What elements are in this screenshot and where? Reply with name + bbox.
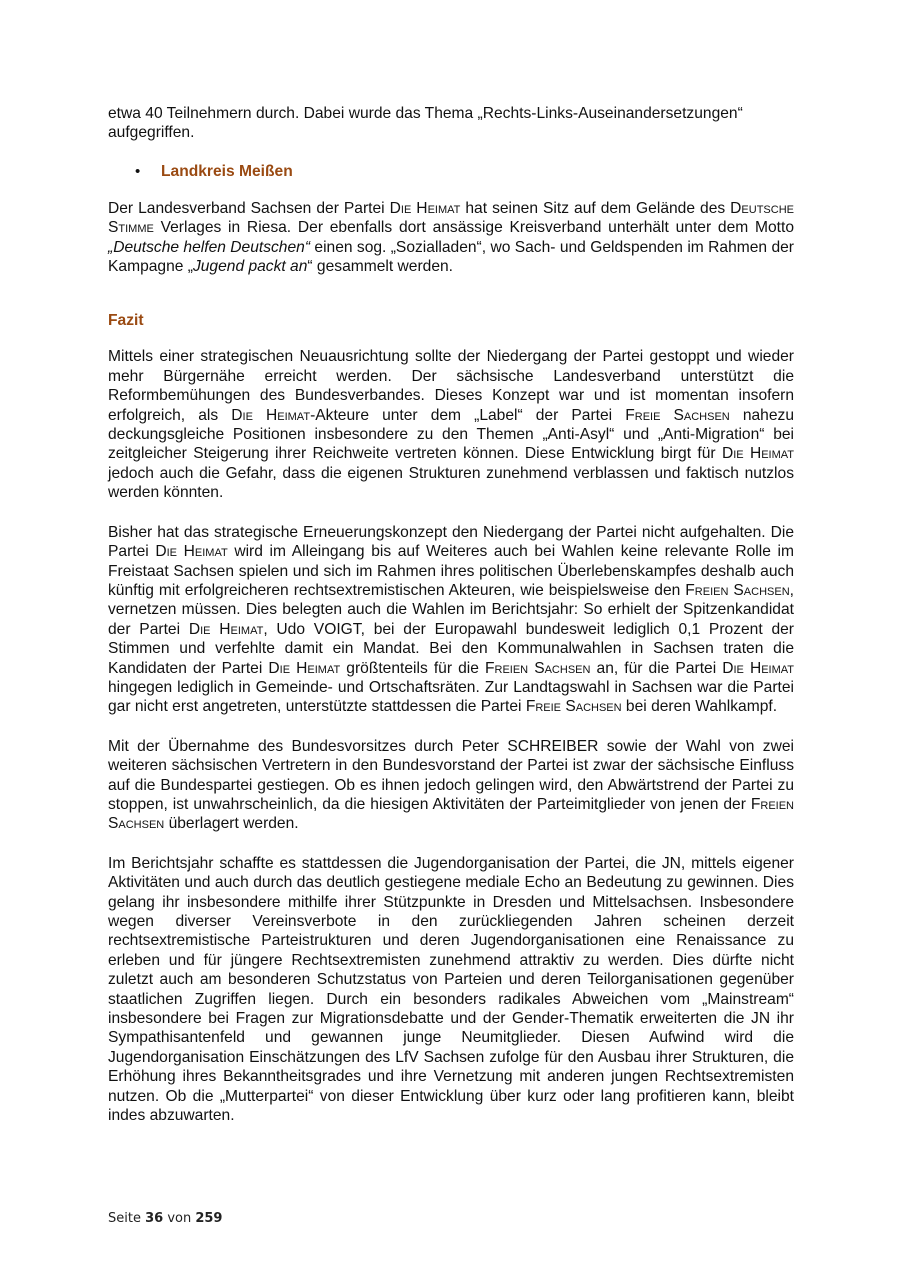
text-run: jedoch auch die Gefahr, dass die eigenen Strukturen zunehmend verblassen und faktisch nutzlos werden könnten. (108, 464, 794, 502)
publisher-name: Deutsche Stimme (108, 199, 794, 237)
text-run: Mit der Übernahme des Bundesvorsitzes durch Peter SCHREIBER sowie der Wahl von zwei weiteren sächsischen Vertretern in den Bundesvorstand der Partei ist zwar der sächsische Einfluss auf die Bundespartei gestiegen. Ob es ihnen jedoch gelingen wird, den Abwärtstrend der Partei zu stoppen, ist unwahrscheinlich, da die hiesigen Aktivitäten der Parteimitglieder von jenen der (108, 737, 794, 813)
text-run: Verlages in Riesa. Der ebenfalls dort ansässige Kreisverband unterhält unter dem Motto (153, 219, 794, 237)
page-number: 36 (145, 1211, 164, 1226)
paragraph-4 (108, 854, 794, 1126)
paragraph-1 (108, 347, 794, 502)
fazit-heading: Fazit (108, 312, 144, 330)
text-run: , vernetzen müssen. Dies belegten auch die Wahlen im Berichtsjahr: So erhielt der Spitzenkandidat der Partei (108, 581, 794, 638)
text-run: -Akteure unter dem „Label“ der Partei (310, 406, 626, 424)
text-run: nahezu deckungsgleiche Positionen insbesondere zu den Themen „Anti-Asyl“ und „Anti-Migration“ bei zeitgleicher Steigerung ihrer Reichweite vertreten können. Diese Entwicklung birgt für (108, 406, 794, 463)
text-run: wird im Alleingang bis auf Weiteres auch bei Wahlen keine relevante Rolle im Freistaat Sachsen spielen und sich im Rahmen ihres politischen Überlebenskampfes deshalb auch künftig mit erfolgreicheren rechtsextremistischen Akteuren, wie beispielsweise den (108, 543, 794, 599)
text-run: , Udo VOIGT, bei der Europawahl bundesweit lediglich 0,1 Prozent der Stimmen und verfehlte damit ein Mandat. Bei den Kommunalwahlen in Sachsen traten die Kandidaten der Partei (108, 620, 794, 677)
party-name: Freie Sachsen (525, 698, 622, 716)
paragraph-2 (108, 523, 794, 717)
text-run: größtenteils für die (340, 659, 485, 677)
bullet-icon: • (135, 163, 141, 181)
text-run: bei deren Wahlkampf. (621, 698, 778, 716)
document-page (108, 104, 794, 1125)
footer-middle: von (163, 1211, 196, 1226)
page-footer (108, 1211, 222, 1226)
text-run: hat seinen Sitz auf dem Gelände des (460, 199, 731, 217)
paragraph-3 (108, 737, 794, 834)
party-name: Freien Sachsen (108, 795, 794, 833)
party-name: Die Heimat (231, 406, 311, 424)
text-run: überlagert werden. (164, 815, 299, 833)
section-heading: Landkreis Meißen (161, 162, 293, 180)
party-name: Die Heimat (268, 659, 341, 677)
party-name: Die Heimat (721, 445, 795, 463)
text-run: “ gesammelt werden. (307, 258, 454, 276)
campaign-name: Jugend packt an (192, 258, 308, 276)
page-total: 259 (195, 1211, 223, 1226)
text-run: einen sog. „Sozialladen“, wo Sach- und Geldspenden im Rahmen der Kampagne „ (108, 238, 794, 276)
section-bullet (135, 163, 794, 181)
text-run: Im Berichtsjahr schaffte es stattdessen die Jugendorganisation der Partei, die JN, mittels eigener Aktivitäten und auch durch das deutlich gestiegene mediale Echo an Bedeutung zu gewinnen. Dies gelang ihr insbesondere mithilfe ihrer Stützpunkte in Dresden und Mittelsachsen. Insbesondere wegen diverser Vereinsverbote in den zurückliegenden Jahren scheinen derzeit rechtsextremistische Parteistrukturen und deren Jugendorganisationen eine Renaissance zu erleben und für jüngere Rechtsextremisten zunehmend attraktiv zu werden. Dies dürfte nicht zuletzt auch am besonderen Schutzstatus von Parteien und deren Teilorganisationen gegenüber staatlichen Zugriffen liegen. Durch ein besonders radikales Abweichen vom „Mainstream“ insbesondere bei Fragen zur Migrationsdebatte und der Gender-Thematik erweiterten die JN ihr Sympathisantenfeld und gewannen junge Neumitglieder. Diesen Aufwind wird die Jugendorganisation Einschätzungen des LfV Sachsen zufolge für den Ausbau ihrer Strukturen, die Erhöhung ihres Bekanntheitsgrades und ihre Vernetzung mit anderen jungen Rechtsextremisten nutzen. Ob die „Mutterpartei“ von dieser Entwicklung über kurz oder lang profitieren kann, bleibt indes abzuwarten. (108, 854, 794, 1125)
party-name: Die Heimat (389, 199, 461, 217)
text-run: an, für die Partei (590, 659, 723, 677)
party-name: Die Heimat (188, 620, 264, 638)
party-name: Freie Sachsen (625, 406, 730, 424)
party-name: Freien Sachsen (484, 659, 591, 677)
party-name: Freien Sachsen (685, 581, 790, 599)
text-run: Mittels einer strategischen Neuausrichtung sollte der Niedergang der Partei gestoppt und wieder mehr Bürgernähe erreicht werden. Der sächsische Landesverband unterstützt die Reformbemühungen des Bundesverbandes. Dieses Konzept war und ist momentan insofern erfolgreich, als (108, 348, 794, 424)
footer-prefix: Seite (108, 1211, 146, 1226)
text-run: Der Landesverband Sachsen der Partei (108, 199, 390, 217)
party-name: Die Heimat (155, 543, 228, 561)
party-name: Die Heimat (722, 659, 795, 677)
text-run: hingegen lediglich in Gemeinde- und Ortschaftsräten. Zur Landtagswahl in Sachsen war die Partei gar nicht erst angetreten, unterstützte stattdessen die Partei (108, 678, 794, 716)
motto-text: „Deutsche helfen Deutschen“ (108, 238, 311, 256)
text-run: Bisher hat das strategische Erneuerungskonzept den Niedergang der Partei nicht aufgehalten. Die Partei (108, 523, 794, 561)
intro-line-2: aufgegriffen. (108, 124, 195, 142)
intro-line-1: etwa 40 Teilnehmern durch. Dabei wurde das Thema „Rechts-Links-Auseinandersetzungen“ (108, 105, 743, 122)
intro-paragraph (108, 104, 794, 143)
paragraph-meissen (108, 199, 794, 277)
